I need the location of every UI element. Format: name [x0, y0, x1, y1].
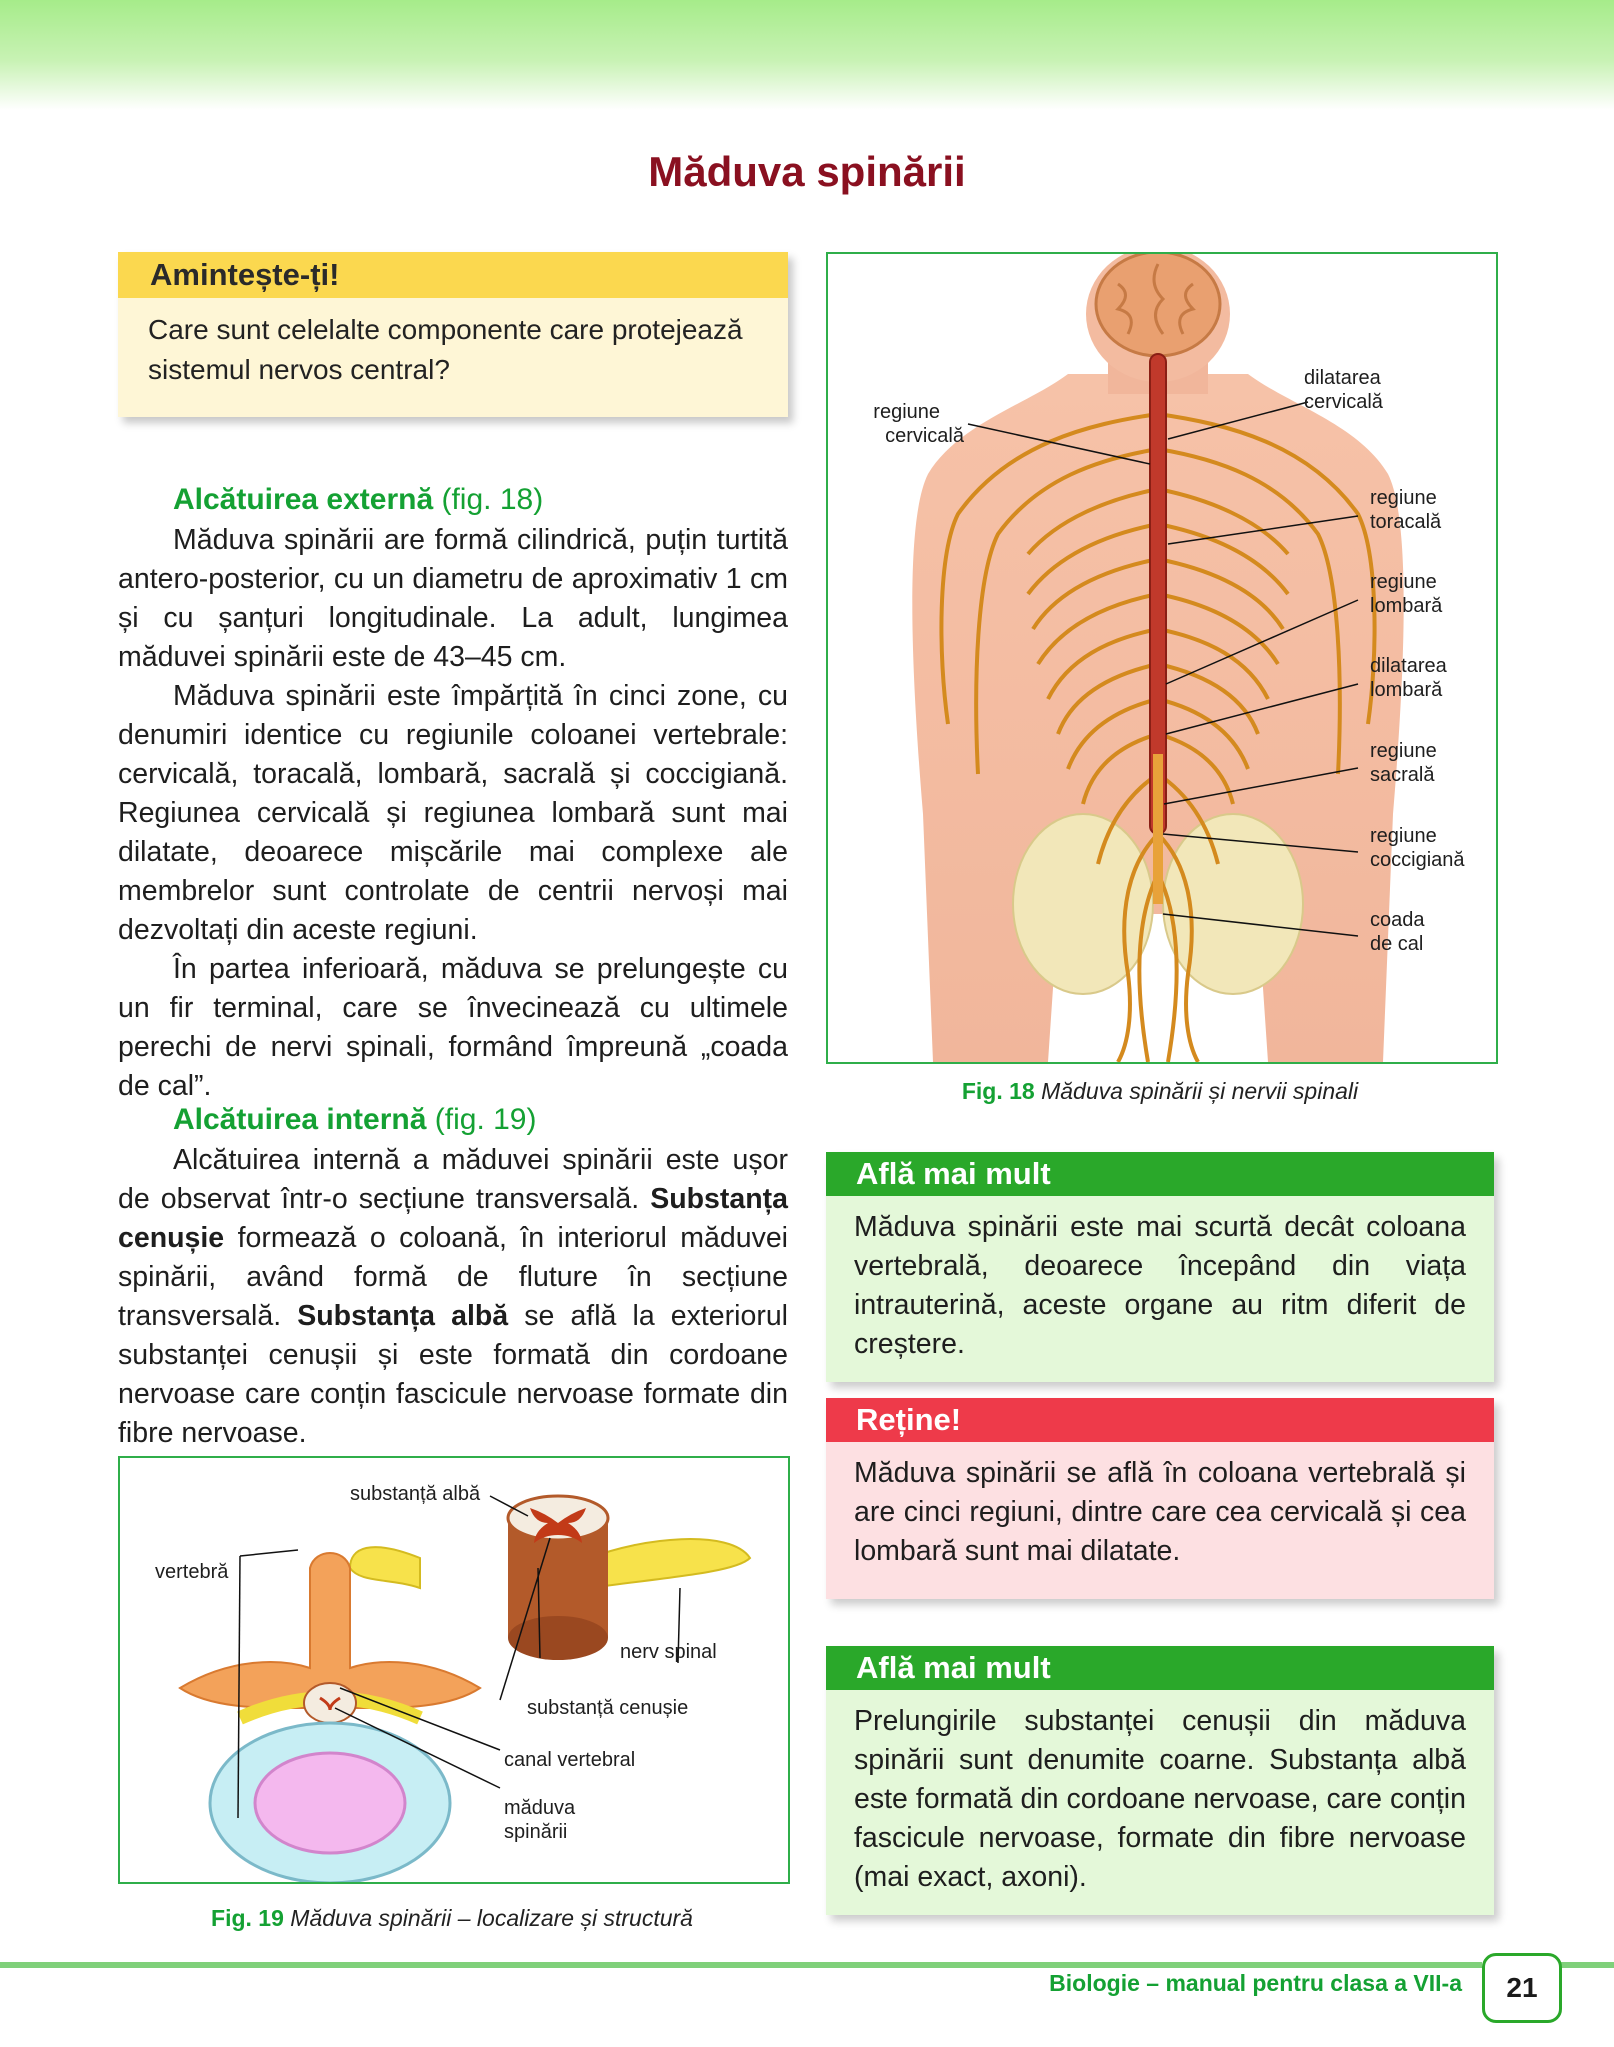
external-paragraph-1: Măduva spinării are formă cilindrică, puțin turtită antero-posterior, cu un diametru de aproximativ 1 cm și cu șanțuri longitudinale. La adult, lungimea măduvei spinării este de 43–45 cm.	[118, 524, 788, 673]
internal-text-d: se află la exteriorul substanței cenușii și este formată din cordoane nervoase care conțin fascicule nervoase formate din fibre nervoase.	[118, 1300, 788, 1449]
figure-18	[826, 252, 1498, 1064]
label-cauda-equina-2: de cal	[1370, 933, 1424, 955]
label-sacral-region-1: regiune	[1370, 740, 1437, 762]
footer-book-title: Biologie – manual pentru clasa a VII-a	[1049, 1970, 1462, 1996]
retine-box	[826, 1398, 1494, 1599]
internal-heading-text: Alcătuirea internă	[173, 1103, 427, 1136]
external-heading	[118, 480, 788, 519]
spinal-cord-cross-section-illustration	[120, 1458, 788, 1882]
remember-heading: Amintește-ți!	[118, 252, 788, 298]
footer-rule-left	[0, 1962, 1482, 1968]
label-cervical-enlargement-1: dilatarea	[1304, 367, 1381, 389]
label-cervical-region-2: cervicală	[885, 425, 964, 447]
intervertebral-disc	[255, 1753, 405, 1853]
external-heading-text: Alcătuirea externă	[173, 483, 434, 516]
external-paragraph-2: Măduva spinării este împărțită în cinci zone, cu denumiri identice cu regiunile coloanei vertebrale: cervicală, toracală, lombară, sacrală și coccigiană. Regiunea cervicală și regiunea lombară sunt mai dilatate, deoarece mișcările mai complexe ale membrelor sunt controlate de centrii nervoși mai dezvoltați din aceste regiuni.	[118, 680, 788, 946]
label-lumbar-region-2: lombară	[1370, 595, 1443, 617]
figure-19-caption	[118, 1905, 786, 1932]
label-spinal-cord-1: măduva	[504, 1797, 576, 1819]
internal-text-c: formează o coloană, în interiorul măduvei spinării, având formă de fluture în secțiune transversală.	[118, 1222, 788, 1332]
label-cervical-enlargement-2: cervicală	[1304, 391, 1383, 413]
label-white-matter: substanță albă	[350, 1483, 481, 1505]
remember-text: Care sunt celelalte componente care protejează sistemul nervos central?	[148, 314, 743, 385]
internal-fig-ref: (fig. 19)	[434, 1103, 537, 1136]
figure-18-caption	[826, 1078, 1494, 1105]
figure-19	[118, 1456, 790, 1884]
external-paragraph-3: În partea inferioară, măduva se prelungește cu un fir terminal, care se învecinează cu ultimele perechi de nervi spinali, formând împreună „coada de cal”.	[118, 953, 788, 1102]
internal-paragraph	[118, 1141, 788, 1453]
spinal-cord-illustration	[828, 254, 1496, 1062]
remember-box	[118, 252, 788, 417]
info-box-learn-more-1	[826, 1152, 1494, 1382]
info-box-learn-more-2	[826, 1646, 1494, 1915]
label-vertebra: vertebră	[155, 1561, 229, 1583]
label-lumbar-enlargement-2: lombară	[1370, 679, 1443, 701]
external-fig-ref: (fig. 18)	[441, 483, 544, 516]
label-coccygeal-region-2: coccigiană	[1370, 849, 1465, 871]
pelvis-left	[1013, 814, 1153, 994]
cord-bottom	[508, 1616, 608, 1660]
figure-18-caption-text: Măduva spinării și nervii spinali	[1041, 1078, 1359, 1104]
top-gradient-band	[0, 0, 1614, 110]
figure-19-number: Fig. 19	[211, 1905, 284, 1931]
external-section	[118, 480, 788, 1106]
label-spinal-nerve: nerv spinal	[620, 1641, 717, 1663]
retine-heading: Reține!	[826, 1398, 1494, 1442]
footer-rule-right	[1556, 1962, 1614, 1968]
cauda-equina	[1153, 754, 1163, 904]
figure-19-caption-text: Măduva spinării – localizare și structură	[290, 1905, 693, 1931]
info-box-1-text: Măduva spinării este mai scurtă decât coloana vertebrală, deoarece începând din viața intrauterină, aceste organe au ritm diferit de creștere.	[826, 1196, 1494, 1382]
label-lumbar-enlargement-1: dilatarea	[1370, 655, 1447, 677]
label-grey-matter: substanță cenușie	[527, 1697, 689, 1719]
figure-18-number: Fig. 18	[961, 1078, 1035, 1104]
label-lumbar-region-1: regiune	[1370, 571, 1437, 593]
label-sacral-region-2: sacrală	[1370, 764, 1435, 786]
nerve-root-left	[350, 1547, 420, 1588]
internal-text-a: Alcătuirea internă a măduvei spinării este ușor de observat într-o secțiune transversală.	[118, 1144, 788, 1215]
label-coccygeal-region-1: regiune	[1370, 825, 1437, 847]
label-cauda-equina-1: coada	[1370, 909, 1425, 931]
page-title: Măduva spinării	[648, 148, 966, 195]
internal-section	[118, 1100, 788, 1453]
nerve-root-right	[590, 1539, 750, 1588]
label-cervical-region-1: regiune	[873, 401, 940, 423]
page-number: 21	[1482, 1953, 1562, 2023]
label-thoracic-region-2: toracală	[1370, 511, 1442, 533]
internal-bold-grey-matter: Substanța cenușie	[118, 1183, 788, 1254]
retine-text: Măduva spinării se află în coloana vertebrală și are cinci regiuni, dintre care cea cervicală și cea lombară sunt mai dilatate.	[826, 1442, 1494, 1599]
label-spinal-cord-2: spinării	[504, 1821, 568, 1843]
spinal-cord-in-canal	[304, 1683, 356, 1723]
label-vertebral-canal: canal vertebral	[504, 1749, 636, 1771]
internal-bold-white-matter: Substanța albă	[297, 1300, 509, 1332]
internal-heading	[118, 1100, 788, 1139]
info-box-1-heading: Află mai mult	[826, 1152, 1494, 1196]
label-thoracic-region-1: regiune	[1370, 487, 1437, 509]
info-box-2-text: Prelungirile substanței cenușii din măduva spinării sunt denumite coarne. Substanța albă este formată din cordoane nervoase, care conțin fascicule nervoase, formate din fibre nervoase (mai exact, axoni).	[826, 1690, 1494, 1915]
info-box-2-heading: Află mai mult	[826, 1646, 1494, 1690]
